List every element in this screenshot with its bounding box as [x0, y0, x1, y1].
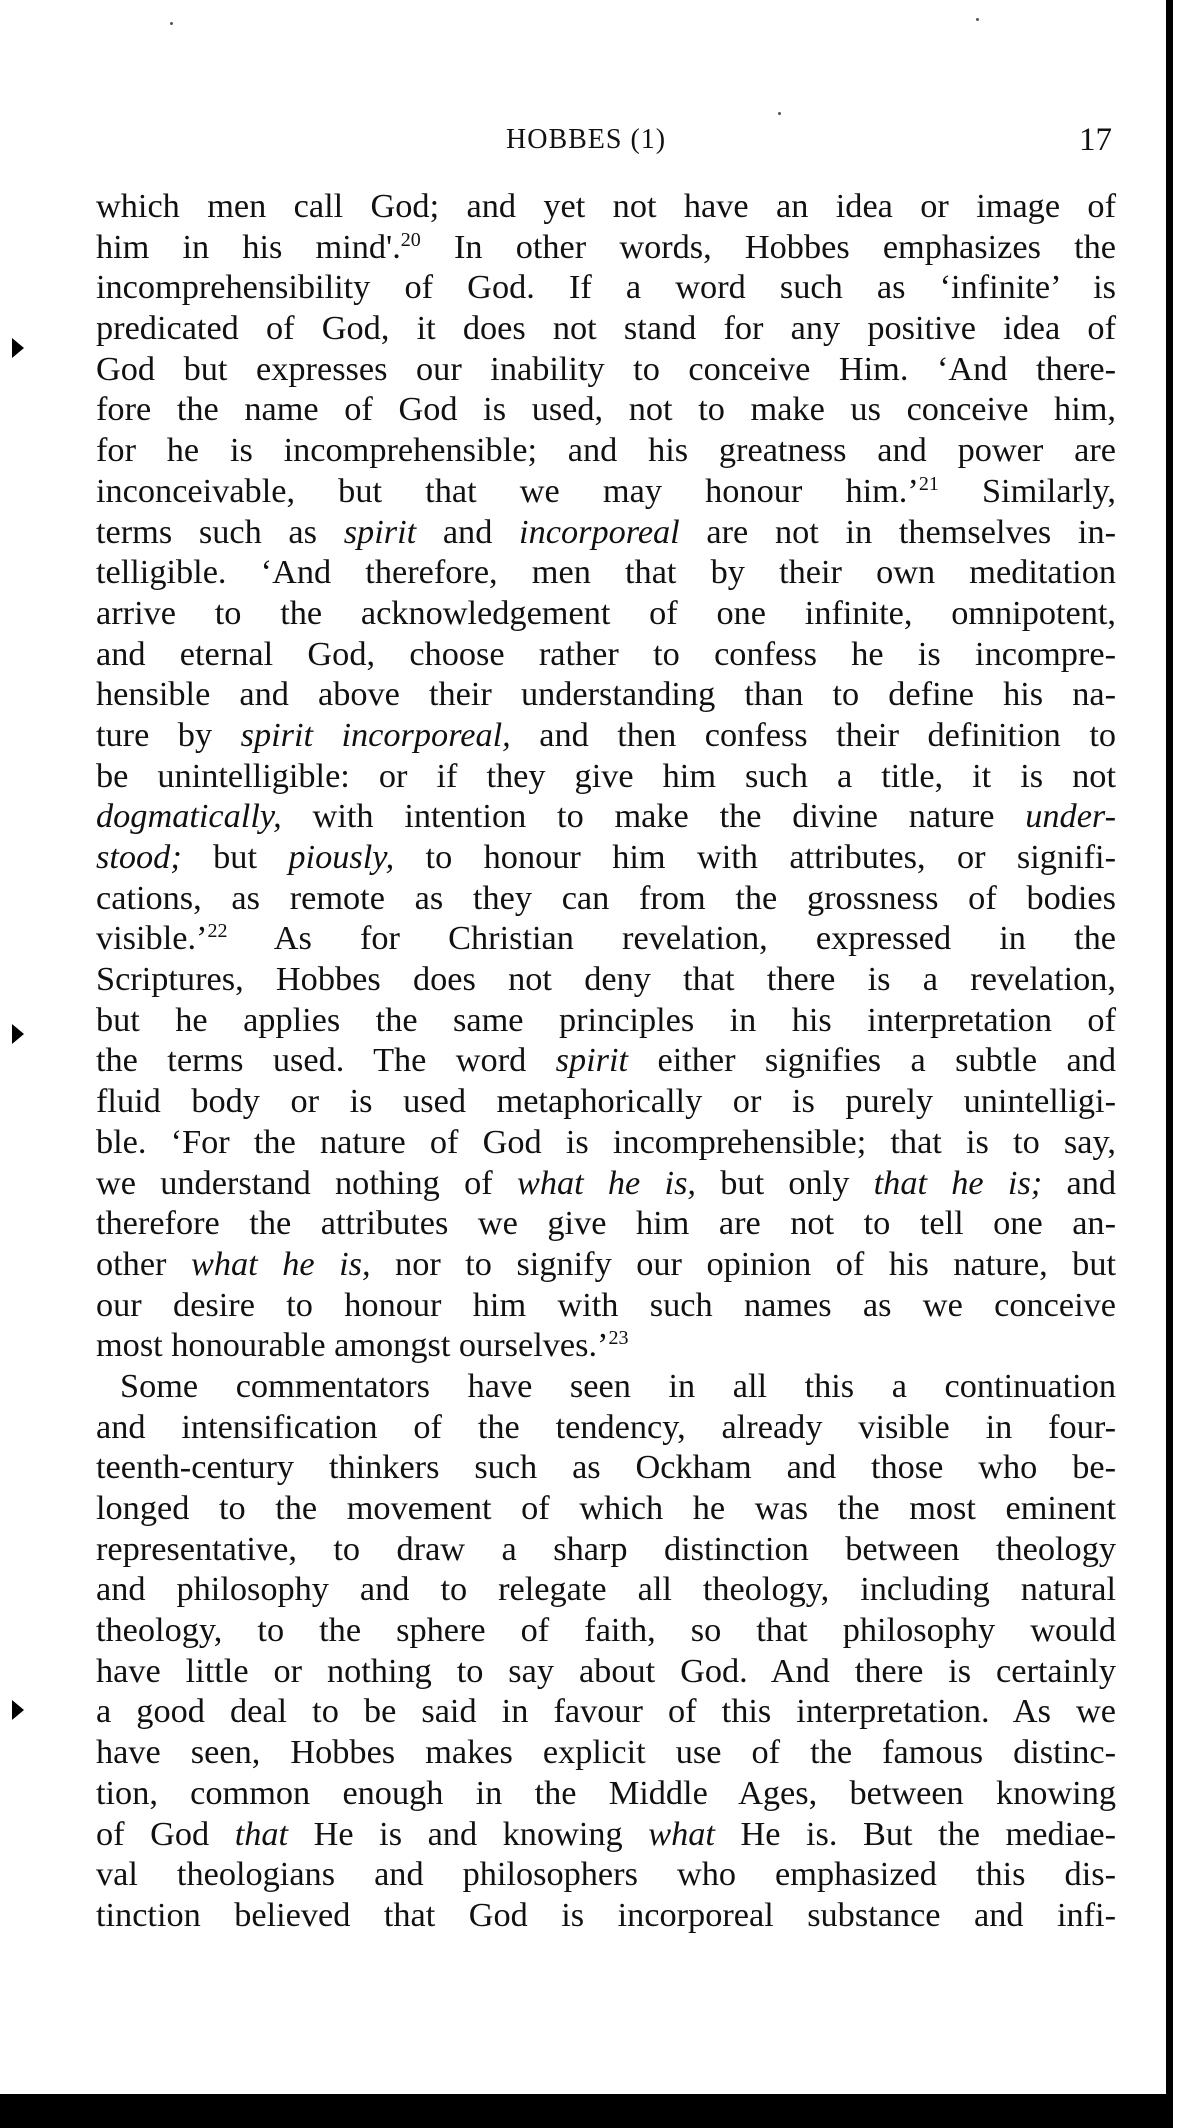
page-number: 17: [1079, 122, 1112, 158]
line-text: him in his mind'.: [96, 227, 401, 266]
text-line: [96, 756, 1116, 797]
line-text: for he is incomprehensible; and his greatness and power are: [96, 431, 1116, 470]
text-line: [96, 715, 1116, 756]
line-text: cations, as remote as they can from the grossness of bodies: [96, 878, 1116, 917]
line-text: which men call God; and yet not have an idea or image of: [96, 187, 1116, 225]
line-text: and philosophy and to relegate all theology, including natural: [96, 1570, 1116, 1609]
italic-text: that: [234, 1814, 289, 1853]
text-line: [96, 837, 1116, 878]
line-text: to honour him with attributes, or signifi-: [394, 838, 1116, 876]
line-text: a good deal to be said in favour of this interpretation. As we: [96, 1692, 1116, 1731]
line-text: Some commentators have seen in all this a continuation: [120, 1366, 1116, 1405]
italic-text: that he is;: [873, 1163, 1043, 1202]
text-line: [96, 308, 1116, 349]
line-text: but he applies the same principles in his interpretation of: [96, 1000, 1116, 1039]
text-line: [96, 1854, 1116, 1895]
line-text: visible.’: [96, 919, 208, 958]
text-line: [96, 1732, 1116, 1773]
line-text: inconceivable, but that we may honour him.’: [96, 471, 919, 510]
line-text: telligible. ‘And therefore, men that by their own meditation: [96, 553, 1116, 592]
line-text: our desire to honour him with such names as we conceive: [96, 1285, 1116, 1324]
scan-speck: [976, 18, 979, 21]
text-line: [96, 512, 1116, 553]
footnote-ref: 23: [608, 1327, 629, 1350]
page-bottom-shadow: [0, 2094, 1173, 2128]
text-line: [96, 918, 1116, 959]
line-text: the terms used. The word: [96, 1041, 556, 1080]
line-text: we understand nothing of: [96, 1163, 517, 1202]
line-text: tion, common enough in the Middle Ages, between knowing: [96, 1773, 1116, 1812]
line-text: As for Christian revelation, expressed in the: [227, 919, 1116, 958]
text-line: [96, 593, 1116, 634]
italic-text: what: [648, 1814, 715, 1853]
text-line: [96, 471, 1116, 512]
line-text: with intention to make the divine nature: [281, 797, 1026, 836]
italic-text: incorporeal: [519, 512, 680, 551]
footnote-ref: 22: [207, 920, 228, 943]
line-text: predicated of God, it does not stand for any positive idea of: [96, 309, 1116, 348]
running-head: HOBBES (1): [506, 124, 667, 155]
line-text: and eternal God, choose rather to confess he is incompre-: [96, 634, 1116, 673]
scan-speck: [170, 22, 173, 25]
line-text: teenth-century thinkers such as Ockham and those who be-: [96, 1448, 1116, 1487]
line-text: and then confess their definition to: [510, 715, 1116, 754]
margin-arrow-icon: [12, 1700, 24, 1720]
line-text: terms such as: [96, 512, 344, 551]
line-text: and intensification of the tendency, already visible in four-: [96, 1407, 1116, 1446]
text-line: [96, 1000, 1116, 1041]
text-line: [96, 878, 1116, 919]
line-text: and: [416, 512, 520, 551]
line-text: but: [181, 838, 289, 876]
italic-text: spirit: [555, 1041, 629, 1080]
text-line: [96, 389, 1116, 430]
line-text: representative, to draw a sharp distinction between theology: [96, 1529, 1116, 1568]
body-text: [96, 186, 1116, 1936]
text-line: [96, 552, 1116, 593]
line-text: therefore the attributes we give him are not to tell one an-: [96, 1204, 1116, 1243]
text-line: [96, 267, 1116, 308]
text-line: [96, 1651, 1116, 1692]
line-text: longed to the movement of which he was the most eminent: [96, 1489, 1116, 1527]
line-text: arrive to the acknowledgement of one infinite, omnipotent,: [96, 593, 1116, 632]
text-line: [96, 1488, 1116, 1529]
margin-arrow-icon: [12, 1024, 24, 1044]
line-text: God but expresses our inability to conceive Him. ‘And there-: [96, 349, 1116, 388]
footnote-ref: 21: [918, 472, 939, 495]
line-text: fluid body or is used metaphorically or is purely unintelligi-: [96, 1082, 1116, 1121]
text-line: [96, 1244, 1116, 1285]
line-text: are not in themselves in-: [679, 512, 1117, 551]
text-line: [96, 1285, 1116, 1326]
footnote-ref: 20: [400, 228, 421, 251]
text-line: [96, 349, 1116, 390]
line-text: incomprehensibility of God. If a word such as ‘infinite’ is: [96, 268, 1116, 307]
text-line: [96, 1040, 1116, 1081]
page-edge-shadow: [1166, 0, 1173, 2112]
text-line: [96, 186, 1116, 227]
text-line: [96, 1529, 1116, 1570]
text-line: [96, 1325, 1116, 1366]
text-line: [96, 227, 1116, 268]
line-text: val theologians and philosophers who emphasized this dis-: [96, 1855, 1116, 1894]
line-text: Scriptures, Hobbes does not deny that there is a revelation,: [96, 960, 1116, 999]
line-text: have little or nothing to say about God. And there is certainly: [96, 1651, 1116, 1690]
text-line: [96, 1814, 1116, 1855]
italic-text: under-: [1025, 797, 1116, 836]
text-line: [96, 959, 1116, 1000]
text-line: [96, 1407, 1116, 1448]
italic-text: piously,: [288, 838, 395, 876]
text-line: [96, 1081, 1116, 1122]
italic-text: what he is,: [190, 1244, 371, 1283]
line-text: He is and knowing: [288, 1814, 649, 1853]
italic-text: spirit: [343, 512, 417, 551]
page-header: [96, 120, 1120, 160]
text-line: [96, 1203, 1116, 1244]
line-text: ble. ‘For the nature of God is incomprehensible; that is to say,: [96, 1122, 1116, 1161]
line-text: fore the name of God is used, not to make us conceive him,: [96, 390, 1116, 429]
text-line: [96, 1773, 1116, 1814]
margin-arrow-icon: [12, 338, 24, 358]
text-line: [96, 1366, 1116, 1407]
line-text: other: [96, 1244, 191, 1283]
text-line: [96, 430, 1116, 471]
text-line: [96, 634, 1116, 675]
italic-text: what he is,: [516, 1163, 697, 1202]
text-line: [96, 1163, 1116, 1204]
line-text: but only: [696, 1163, 874, 1202]
line-text: ture by: [96, 715, 241, 754]
line-text: and: [1042, 1163, 1117, 1202]
italic-text: spirit incorporeal,: [240, 715, 511, 754]
italic-text: dogmatically,: [96, 797, 282, 836]
line-text: Similarly,: [938, 471, 1116, 510]
line-text: hensible and above their understanding than to define his na-: [96, 675, 1116, 714]
text-line: [96, 1447, 1116, 1488]
line-text: In other words, Hobbes emphasizes the: [420, 227, 1116, 266]
text-line: [96, 1610, 1116, 1651]
line-text: either signifies a subtle and: [628, 1041, 1116, 1080]
line-text: be unintelligible: or if they give him such a title, it is not: [96, 756, 1116, 795]
line-text: have seen, Hobbes makes explicit use of the famous distinc-: [96, 1733, 1116, 1772]
line-text: most honourable amongst ourselves.’: [96, 1326, 609, 1365]
text-line: [96, 1895, 1116, 1936]
line-text: nor to signify our opinion of his nature, but: [370, 1244, 1116, 1283]
text-line: [96, 674, 1116, 715]
line-text: tinction believed that God is incorporeal substance and infi-: [96, 1895, 1116, 1934]
text-line: [96, 1691, 1116, 1732]
line-text: of God: [96, 1814, 235, 1853]
scan-speck: [778, 112, 781, 115]
line-text: He is. But the mediae-: [714, 1814, 1116, 1853]
text-line: [96, 1122, 1116, 1163]
text-line: [96, 1569, 1116, 1610]
text-line: [96, 796, 1116, 837]
italic-text: stood;: [96, 838, 182, 876]
line-text: theology, to the sphere of faith, so that philosophy would: [96, 1611, 1116, 1650]
